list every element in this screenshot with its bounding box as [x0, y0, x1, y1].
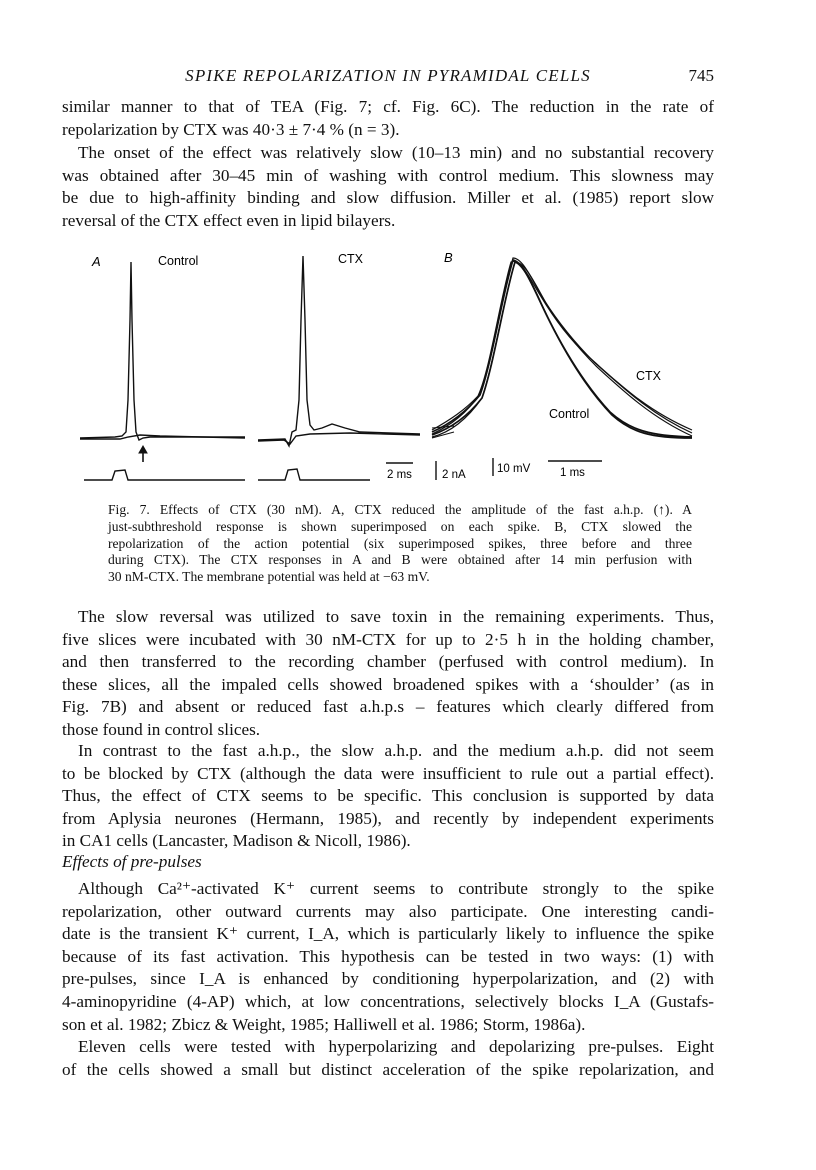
- paragraph-4: [62, 740, 714, 853]
- text-line: from Aplysia neurones (Hermann, 1985), and recently by independent experiments: [62, 808, 714, 828]
- caption-line: Fig. 7. Effects of CTX (30 nM). A, CTX reduced the amplitude of the fast a.h.p. (↑). A: [108, 502, 692, 517]
- text-line: because of its fast activation. This hypothesis can be tested in two ways: (1) with: [62, 946, 714, 966]
- text-line: 4-aminopyridine (4-AP) which, at low concentrations, selectively blocks I_A (Gustafs-: [62, 991, 714, 1011]
- text-line: Eleven cells were tested with hyperpolarizing and depolarizing pre-pulses. Eight: [78, 1037, 714, 1056]
- text-line: Fig. 7B) and absent or reduced fast a.h.p.s – features which clearly differed from: [62, 697, 714, 717]
- caption-line: 30 nM-CTX. The membrane potential was held at −63 mV.: [108, 569, 430, 585]
- text-line: The slow reversal was utilized to save toxin in the remaining experiments. Thus,: [78, 607, 714, 626]
- text-line: son et al. 1982; Zbicz & Weight, 1985; Halliwell et al. 1986; Storm, 1986a).: [62, 1014, 586, 1034]
- control-label-a: Control: [158, 254, 199, 268]
- caption-line: just-subthreshold response is shown superimposed on each spike. B, CTX slowed the: [108, 518, 692, 534]
- control-trace: [80, 262, 245, 440]
- text-line: The onset of the effect was relatively slow (10–13 min) and no substantial recovery: [78, 143, 714, 162]
- panel-a-letter: A: [92, 254, 101, 269]
- section-heading: Effects of pre-pulses: [62, 852, 202, 871]
- text-line: be due to high-affinity binding and slow diffusion. Miller et al. (1985) report slow: [62, 188, 714, 208]
- paragraph-6: [62, 1036, 714, 1081]
- control-label-b: Control: [549, 407, 590, 421]
- caption-line: during CTX). The CTX responses in A and B were obtained after 14 min perfusion with: [108, 552, 692, 568]
- text-line: to be blocked by CTX (although the data were insufficient to rule out a partial effect).: [62, 763, 714, 783]
- ctx-trace: [258, 256, 420, 446]
- ctx-label-b: CTX: [636, 369, 661, 383]
- text-line: similar manner to that of TEA (Fig. 7; cf. Fig. 6C). The reduction in the rate of: [62, 97, 714, 116]
- scale-time-b: 1 ms: [560, 467, 585, 479]
- figure-caption: [108, 502, 692, 586]
- text-line: Although Ca²⁺-activated K⁺ current seems to contribute strongly to the spike: [78, 879, 714, 898]
- text-line: these slices, all the impaled cells showed broadened spikes with a ‘shoulder’ (as in: [62, 674, 714, 694]
- current-step-traces: [84, 469, 370, 480]
- caption-line: repolarization of the action potential (six superimposed spikes, three before and three: [108, 535, 692, 551]
- text-line: was obtained after 30–45 min of washing with control medium. This slowness may: [62, 165, 714, 185]
- text-line: Thus, the effect of CTX seems to be specific. This conclusion is supported by data: [62, 786, 714, 806]
- text-line: those found in control slices.: [62, 719, 261, 739]
- text-line: reversal of the CTX effect even in lipid bilayers.: [62, 210, 396, 230]
- figure-7: [0, 0, 816, 500]
- scale-current: 2 nA: [442, 469, 466, 481]
- paragraph-5: [62, 878, 714, 1036]
- text-line: five slices were incubated with 30 nM-CTX for up to 2·5 h in the holding chamber,: [62, 629, 714, 649]
- running-title: SPIKE REPOLARIZATION IN PYRAMIDAL CELLS: [185, 66, 591, 85]
- ahp-arrow-icon: [139, 446, 147, 462]
- text-line: repolarization, other outward currents may also participate. One interesting candi-: [62, 901, 714, 921]
- scale-time-a: 2 ms: [387, 469, 412, 481]
- panel-b-letter: B: [444, 250, 453, 265]
- paragraph-3: [62, 606, 714, 742]
- scale-voltage: 10 mV: [497, 463, 531, 475]
- page-number: 745: [688, 66, 714, 85]
- text-line: of the cells showed a small but distinct acceleration of the spike repolarization, and: [62, 1059, 714, 1079]
- text-line: and then transferred to the recording chamber (perfused with control medium). In: [62, 652, 714, 672]
- text-line: repolarization by CTX was 40·3 ± 7·4 % (n = 3).: [62, 119, 400, 139]
- text-line: In contrast to the fast a.h.p., the slow a.h.p. and the medium a.h.p. did not seem: [78, 741, 714, 760]
- text-line: pre-pulses, since I_A is enhanced by conditioning hyperpolarization, and (2) with: [62, 969, 714, 989]
- text-line: date is the transient K⁺ current, I_A, which is particularly likely to influence the spike: [62, 924, 714, 944]
- text-line: in CA1 cells (Lancaster, Madison & Nicoll, 1986).: [62, 831, 411, 851]
- ctx-label-a: CTX: [338, 252, 363, 266]
